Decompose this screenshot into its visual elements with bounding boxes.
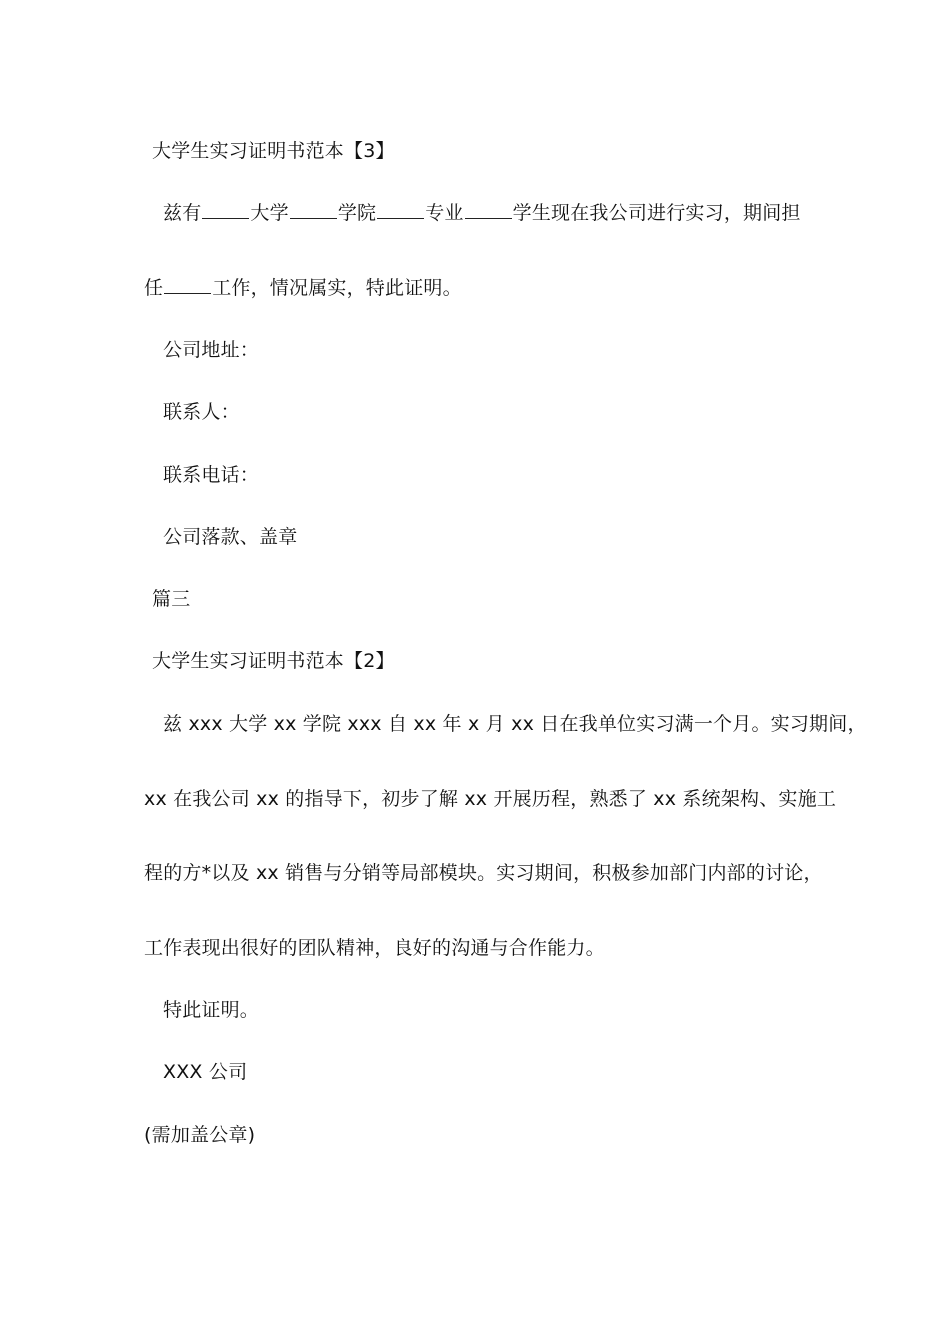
section3-paragraph-line2 xyxy=(144,276,462,300)
section2-title: 大学生实习证明书范本【2】 xyxy=(152,650,395,672)
fill-blank-student xyxy=(465,201,512,219)
text-segment: 学院 xyxy=(337,202,377,224)
fill-blank-university xyxy=(202,201,249,219)
fill-blank-major xyxy=(377,201,424,219)
section2-body-line2: xx 在我公司 xx 的指导下，初步了解 xx 开展历程，熟悉了 xx 系统架构、实施工 xyxy=(144,788,837,810)
section2-body-line1: 兹 xxx 大学 xx 学院 xxx 自 xx 年 x 月 xx 日在我单位实习满一个月。实习期间， xyxy=(163,713,867,735)
section2-body-line3: 程的方*以及 xx 销售与分销等局部模块。实习期间，积极参加部门内部的讨论， xyxy=(144,862,823,884)
part-heading: 篇三 xyxy=(152,588,191,610)
text-segment: 专业 xyxy=(425,202,464,224)
closing-statement: 特此证明。 xyxy=(163,999,260,1021)
company-name: XXX 公司 xyxy=(163,1061,248,1083)
text-segment: 学生现在我公司进行实习，期间担 xyxy=(512,202,801,224)
section3-title: 大学生实习证明书范本【3】 xyxy=(152,140,395,162)
fill-blank-job xyxy=(164,276,211,294)
section3-paragraph-line1 xyxy=(163,201,801,225)
contact-person-label: 联系人： xyxy=(163,401,240,423)
seal-note: (需加盖公章) xyxy=(144,1124,256,1146)
company-signature-label: 公司落款、盖章 xyxy=(163,526,298,548)
fill-blank-college xyxy=(290,201,337,219)
text-segment: 工作，情况属实，特此证明。 xyxy=(212,277,462,299)
text-segment: 任 xyxy=(144,277,164,299)
section2-body-line4: 工作表现出很好的团队精神，良好的沟通与合作能力。 xyxy=(144,937,605,959)
text-segment: 大学 xyxy=(250,202,289,224)
contact-phone-label: 联系电话： xyxy=(163,464,260,486)
text-segment: 兹有 xyxy=(163,202,202,224)
company-address-label: 公司地址： xyxy=(163,339,260,361)
